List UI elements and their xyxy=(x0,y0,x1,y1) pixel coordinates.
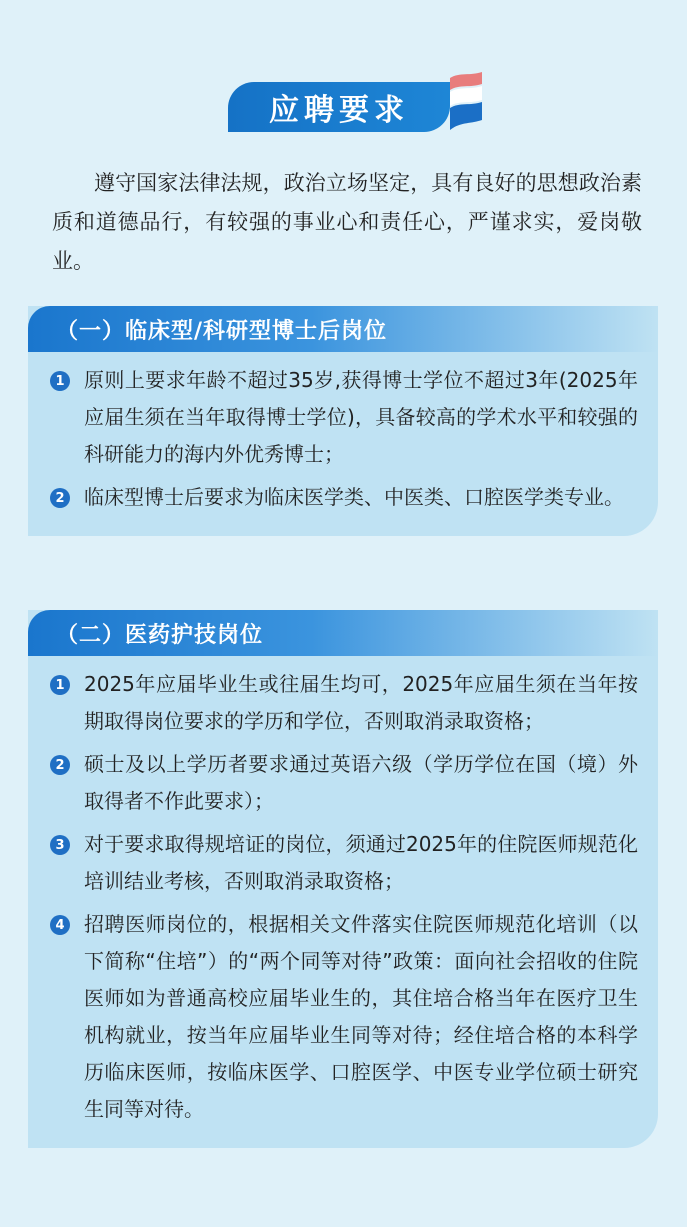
item-text: 原则上要求年龄不超过35岁,获得博士学位不超过3年(2025年应届生须在当年取得博士学位)，具备较高的学术水平和较强的科研能力的海内外优秀博士； xyxy=(84,368,638,466)
number-2-icon: 2 xyxy=(50,755,70,775)
number-1-icon: 1 xyxy=(50,675,70,695)
section-medical xyxy=(28,610,658,1148)
title-box xyxy=(228,82,450,132)
number-2-icon: 2 xyxy=(50,488,70,508)
item-list xyxy=(28,656,658,1148)
section-title: （一）临床型/科研型博士后岗位 xyxy=(56,318,388,344)
page-title: 应聘要求 xyxy=(269,93,409,128)
list-item xyxy=(50,666,638,740)
item-text: 硕士及以上学历者要求通过英语六级（学历学位在国（境）外取得者不作此要求）； xyxy=(84,752,638,813)
number-4-icon: 4 xyxy=(50,915,70,935)
list-item xyxy=(50,746,638,820)
item-text: 临床型博士后要求为临床医学类、中医类、口腔医学类专业。 xyxy=(84,485,624,509)
section-header xyxy=(28,610,658,656)
list-item xyxy=(50,362,638,473)
list-item xyxy=(50,479,638,516)
list-item xyxy=(50,826,638,900)
item-text: 2025年应届毕业生或往届生均可，2025年应届生须在当年按期取得岗位要求的学历和学位，否则取消录取资格； xyxy=(84,672,638,733)
section-title: （二）医药护技岗位 xyxy=(56,622,264,648)
section-postdoc xyxy=(28,306,658,536)
section-header xyxy=(28,306,658,352)
list-item xyxy=(50,906,638,1128)
flag-icon xyxy=(442,70,486,134)
item-text: 对于要求取得规培证的岗位，须通过2025年的住院医师规范化培训结业考核，否则取消录取资格； xyxy=(84,832,638,893)
title-banner xyxy=(228,70,486,134)
item-text: 招聘医师岗位的，根据相关文件落实住院医师规范化培训（以下简称“住培”）的“两个同等对待”政策：面向社会招收的住院医师如为普通高校应届毕业生的，其住培合格当年在医疗卫生机构就业，按当年应届毕业生同等对待；经住培合格的本科学历临床医师，按临床医学、口腔医学、中医专业学位硕士研究生同等对待。 xyxy=(84,912,638,1121)
number-3-icon: 3 xyxy=(50,835,70,855)
intro-paragraph: 遵守国家法律法规，政治立场坚定，具有良好的思想政治素质和道德品行，有较强的事业心和责任心，严谨求实，爱岗敬业。 xyxy=(52,171,642,273)
number-1-icon: 1 xyxy=(50,371,70,391)
item-list xyxy=(28,352,658,536)
